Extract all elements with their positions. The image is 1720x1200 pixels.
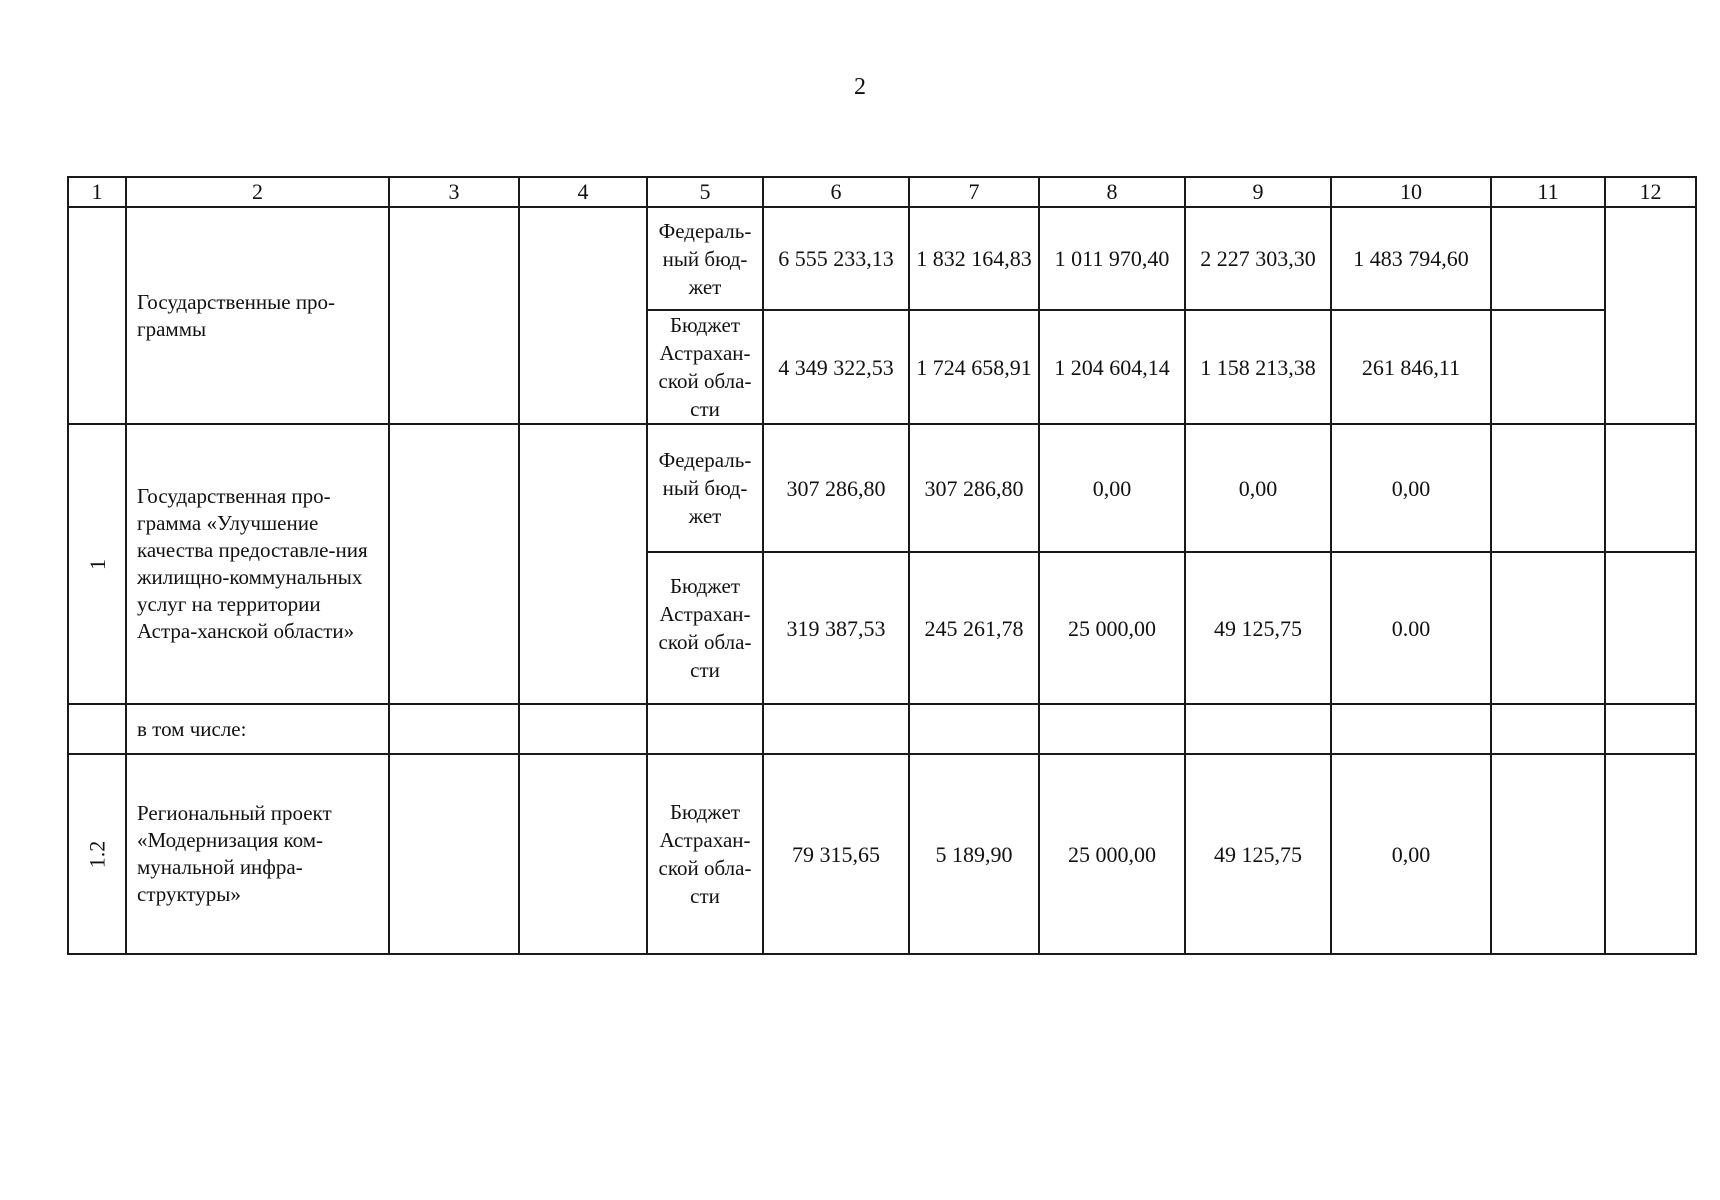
empty-cell bbox=[1491, 754, 1605, 954]
empty-cell bbox=[909, 704, 1039, 754]
page-number: 2 bbox=[854, 74, 866, 100]
empty-cell bbox=[1491, 310, 1605, 424]
header-cell: 3 bbox=[389, 177, 519, 207]
header-cell: 11 bbox=[1491, 177, 1605, 207]
value-cell: 307 286,80 bbox=[909, 424, 1039, 552]
table-row bbox=[68, 207, 1696, 310]
empty-cell bbox=[1491, 552, 1605, 704]
empty-cell bbox=[519, 704, 647, 754]
value-cell: 0,00 bbox=[1039, 424, 1185, 552]
value-cell: 1 483 794,60 bbox=[1331, 207, 1491, 310]
header-cell: 9 bbox=[1185, 177, 1331, 207]
funding-source-cell: Федераль-ный бюд-жет bbox=[647, 424, 763, 552]
empty-cell bbox=[519, 754, 647, 954]
empty-cell bbox=[389, 424, 519, 704]
empty-cell bbox=[1491, 424, 1605, 552]
row-number: 1 bbox=[84, 558, 110, 570]
table-row bbox=[68, 704, 1696, 754]
program-name-cell: Региональный проект «Модернизация ком-мунальной инфра-структуры» bbox=[126, 754, 389, 954]
header-cell: 7 bbox=[909, 177, 1039, 207]
empty-cell bbox=[1491, 704, 1605, 754]
empty-cell bbox=[389, 704, 519, 754]
value-cell: 0,00 bbox=[1185, 424, 1331, 552]
empty-cell bbox=[763, 704, 909, 754]
empty-cell bbox=[1491, 207, 1605, 310]
empty-cell bbox=[647, 704, 763, 754]
empty-cell bbox=[1039, 704, 1185, 754]
empty-cell bbox=[519, 424, 647, 704]
funding-source-cell: Бюджет Астрахан-ской обла-сти bbox=[647, 310, 763, 424]
empty-cell bbox=[389, 754, 519, 954]
program-name-cell: в том числе: bbox=[126, 704, 389, 754]
program-name-cell: Государственные про-граммы bbox=[126, 207, 389, 424]
empty-cell bbox=[389, 207, 519, 424]
empty-cell bbox=[1605, 207, 1696, 424]
value-cell: 49 125,75 bbox=[1185, 754, 1331, 954]
header-cell: 5 bbox=[647, 177, 763, 207]
empty-cell bbox=[1605, 424, 1696, 552]
value-cell: 25 000,00 bbox=[1039, 552, 1185, 704]
header-cell: 1 bbox=[68, 177, 126, 207]
value-cell: 0,00 bbox=[1331, 754, 1491, 954]
budget-table bbox=[67, 176, 1697, 955]
value-cell: 4 349 322,53 bbox=[763, 310, 909, 424]
funding-source-cell: Бюджет Астрахан-ской обла-сти bbox=[647, 552, 763, 704]
row-number-cell bbox=[68, 207, 126, 424]
value-cell: 307 286,80 bbox=[763, 424, 909, 552]
funding-source-cell: Федераль-ный бюд-жет bbox=[647, 207, 763, 310]
table-row bbox=[68, 424, 1696, 552]
value-cell: 1 158 213,38 bbox=[1185, 310, 1331, 424]
value-cell: 1 204 604,14 bbox=[1039, 310, 1185, 424]
empty-cell bbox=[1605, 704, 1696, 754]
table-row bbox=[68, 754, 1696, 954]
value-cell: 49 125,75 bbox=[1185, 552, 1331, 704]
row-number: 1.2 bbox=[84, 840, 110, 868]
funding-source-cell: Бюджет Астрахан-ской обла-сти bbox=[647, 754, 763, 954]
empty-cell bbox=[519, 207, 647, 424]
header-cell: 2 bbox=[126, 177, 389, 207]
value-cell: 1 011 970,40 bbox=[1039, 207, 1185, 310]
value-cell: 5 189,90 bbox=[909, 754, 1039, 954]
value-cell: 79 315,65 bbox=[763, 754, 909, 954]
value-cell: 319 387,53 bbox=[763, 552, 909, 704]
empty-cell bbox=[1331, 704, 1491, 754]
value-cell: 25 000,00 bbox=[1039, 754, 1185, 954]
row-number-cell bbox=[68, 424, 126, 704]
header-cell: 4 bbox=[519, 177, 647, 207]
table-header-row bbox=[68, 177, 1696, 207]
header-cell: 8 bbox=[1039, 177, 1185, 207]
value-cell: 2 227 303,30 bbox=[1185, 207, 1331, 310]
value-cell: 0,00 bbox=[1331, 424, 1491, 552]
empty-cell bbox=[1185, 704, 1331, 754]
header-cell: 12 bbox=[1605, 177, 1696, 207]
program-name-cell: Государственная про-грамма «Улучшение качества предоставле-ния жилищно-коммунальных услуг на территории Астра-ханской области» bbox=[126, 424, 389, 704]
value-cell: 261 846,11 bbox=[1331, 310, 1491, 424]
empty-cell bbox=[1605, 754, 1696, 954]
empty-cell bbox=[1605, 552, 1696, 704]
row-number-cell bbox=[68, 754, 126, 954]
row-number-cell bbox=[68, 704, 126, 754]
header-cell: 10 bbox=[1331, 177, 1491, 207]
header-cell: 6 bbox=[763, 177, 909, 207]
value-cell: 6 555 233,13 bbox=[763, 207, 909, 310]
value-cell: 1 724 658,91 bbox=[909, 310, 1039, 424]
value-cell: 1 832 164,83 bbox=[909, 207, 1039, 310]
value-cell: 245 261,78 bbox=[909, 552, 1039, 704]
value-cell: 0.00 bbox=[1331, 552, 1491, 704]
